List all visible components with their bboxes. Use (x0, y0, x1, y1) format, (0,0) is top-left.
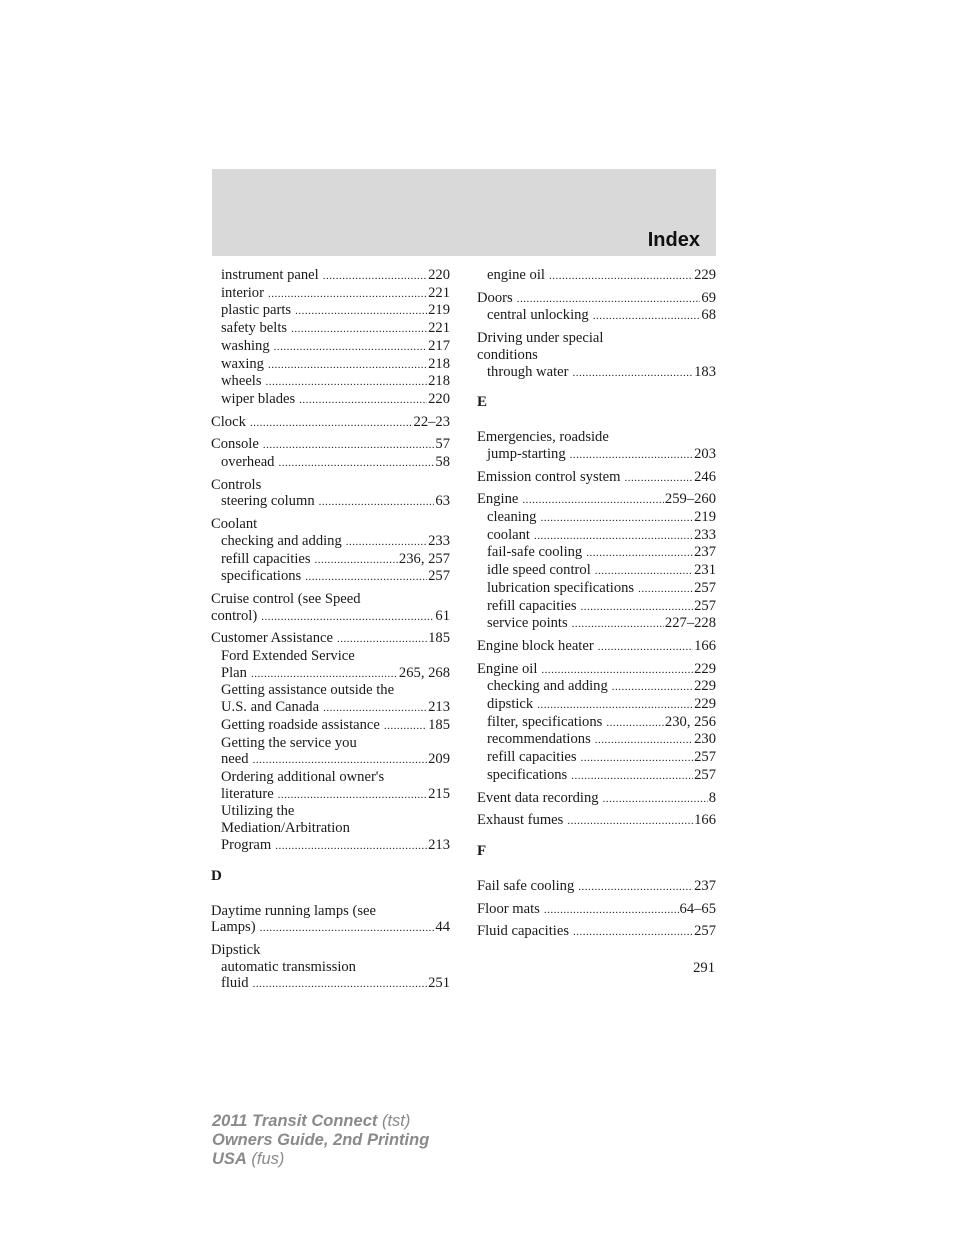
section-letter: D (211, 867, 222, 884)
index-entry (477, 267, 716, 285)
index-subentry (211, 338, 450, 356)
leader-dots (598, 639, 693, 656)
footer-line-3: USA (fus) (212, 1150, 285, 1168)
index-entry-line (211, 919, 450, 937)
index-entry (211, 414, 450, 432)
index-subentry (477, 696, 716, 714)
leader-dots (581, 599, 694, 616)
entry-page: 219 (428, 302, 450, 319)
index-entry (211, 591, 450, 625)
leader-dots (319, 494, 435, 511)
entry-text: lubrication specifications (487, 579, 635, 596)
leader-dots (268, 357, 427, 374)
entry-text: checking and adding (221, 532, 342, 549)
entry-page: 203 (694, 445, 716, 462)
leader-dots (638, 581, 693, 598)
leader-dots (593, 308, 701, 325)
footer (212, 1112, 429, 1169)
entry-page: 8 (708, 789, 716, 806)
index-subentry (211, 454, 450, 472)
entry-page: 233 (428, 532, 450, 549)
index-entry (211, 630, 450, 854)
entry-text: Doors (477, 289, 513, 306)
entry-text: refill capacities (221, 550, 311, 567)
leader-dots (346, 534, 427, 551)
index-entry-line (477, 790, 716, 808)
entry-text: wiper blades (221, 390, 296, 407)
entry-page: 166 (694, 637, 716, 654)
entry-text: checking and adding (487, 678, 608, 695)
index-subentry (211, 373, 450, 391)
entry-page: 218 (428, 355, 450, 372)
entry-text: Program (221, 836, 272, 853)
leader-dots (541, 662, 693, 679)
entry-page: 233 (694, 526, 716, 543)
index-subentry (211, 837, 450, 855)
index-subentry (211, 769, 450, 786)
entry-page: 220 (428, 267, 450, 283)
entry-text: service points (487, 615, 568, 632)
leader-dots (323, 268, 427, 285)
index-entry-line (477, 330, 716, 347)
leader-dots (534, 528, 693, 545)
index-subentry (477, 749, 716, 767)
entry-text: waxing (221, 355, 264, 372)
entry-page: 259–260 (664, 491, 716, 508)
entry-text: washing (221, 337, 270, 354)
entry-text: Exhaust fumes (477, 812, 564, 829)
index-entry-line (211, 477, 450, 494)
entry-page: 257 (428, 568, 450, 585)
index-entry (211, 903, 450, 937)
entry-text: recommendations (487, 731, 591, 748)
entry-page: 257 (694, 923, 716, 940)
index-entry-line (211, 591, 450, 608)
index-entry-line (211, 903, 450, 920)
entry-page: 69 (701, 289, 716, 306)
index-subentry (211, 648, 450, 665)
index-entry-line (477, 638, 716, 656)
index-entry (211, 436, 450, 471)
index-subentry (477, 307, 716, 325)
index-entry-line (211, 942, 450, 959)
index-entry (477, 812, 716, 830)
entry-page: 221 (428, 320, 450, 337)
index-entry-line (477, 661, 716, 679)
index-subentry (211, 320, 450, 338)
leader-dots (612, 679, 693, 696)
index-entry-line (477, 347, 716, 364)
index-subentry (477, 267, 716, 285)
entry-page: 209 (428, 751, 450, 768)
leader-dots (571, 768, 693, 785)
entry-page: 230, 256 (664, 713, 716, 730)
index-subentry (211, 267, 450, 285)
index-entry-line (211, 608, 450, 626)
index-subentry (211, 786, 450, 804)
leader-dots (572, 616, 664, 633)
leader-dots (537, 697, 693, 714)
index-subentry (477, 767, 716, 785)
index-entry (211, 477, 450, 511)
entry-text: fail-safe cooling (487, 544, 583, 561)
header-bar (212, 169, 716, 256)
leader-dots (595, 563, 693, 580)
entry-text: literature (221, 785, 274, 802)
index-entry (211, 267, 450, 409)
entry-page: 251 (428, 975, 450, 992)
entry-text: automatic transmission (221, 958, 356, 975)
entry-page: 213 (428, 699, 450, 716)
index-entry-line (477, 812, 716, 830)
index-subentry (477, 731, 716, 749)
entry-text: Fail safe cooling (477, 877, 575, 894)
entry-text: Cruise control (see Speed (211, 590, 361, 607)
entry-page: 63 (435, 493, 450, 510)
index-entry (477, 878, 716, 896)
leader-dots (278, 787, 427, 804)
entry-text: Mediation/Arbitration (221, 820, 350, 837)
entry-text: specifications (221, 568, 302, 585)
entry-text: through water (487, 363, 569, 380)
leader-dots (595, 732, 693, 749)
entry-text: cleaning (487, 509, 537, 526)
entry-text: safety belts (221, 320, 288, 337)
page-title: Index (647, 229, 700, 251)
index-subentry (211, 302, 450, 320)
leader-dots (278, 455, 434, 472)
entry-text: Event data recording (477, 789, 599, 806)
entry-page: 217 (428, 337, 450, 354)
leader-dots (578, 879, 693, 896)
index-entry-line (477, 923, 716, 941)
entry-page: 229 (694, 678, 716, 695)
entry-text: Emission control system (477, 468, 621, 485)
entry-text: interior (221, 284, 264, 301)
entry-page: 64–65 (679, 900, 716, 917)
entry-text: central unlocking (487, 307, 589, 324)
entry-text: Fluid capacities (477, 923, 569, 940)
entry-text: Coolant (211, 516, 258, 533)
index-column-left (211, 267, 450, 998)
entry-page: 221 (428, 284, 450, 301)
entry-text: dipstick (487, 696, 534, 713)
entry-page: 237 (694, 544, 716, 561)
index-entry (477, 429, 716, 463)
index-subentry (211, 699, 450, 717)
index-subentry (211, 551, 450, 569)
entry-page: 227–228 (664, 615, 716, 632)
index-subentry (211, 820, 450, 837)
index-subentry (211, 665, 450, 683)
entry-page: 257 (694, 597, 716, 614)
leader-dots (275, 838, 427, 855)
leader-dots (384, 718, 427, 735)
index-subentry (477, 544, 716, 562)
index-subentry (211, 751, 450, 769)
entry-text: specifications (487, 766, 568, 783)
entry-text: Engine block heater (477, 637, 594, 654)
index-subentry (477, 364, 716, 382)
index-subentry (477, 714, 716, 732)
index-subentry (211, 533, 450, 551)
leader-dots (295, 303, 427, 320)
leader-dots (540, 510, 693, 527)
index-entry (477, 330, 716, 381)
entry-text: need (221, 751, 249, 768)
entry-text: instrument panel (221, 267, 319, 283)
entry-page: 237 (694, 877, 716, 894)
entry-text: steering column (221, 493, 315, 510)
entry-page: 257 (694, 749, 716, 766)
entry-page: 236, 257 (398, 550, 450, 567)
entry-page: 229 (694, 660, 716, 677)
entry-page: 220 (428, 390, 450, 407)
index-entry-line (211, 630, 450, 648)
entry-text: Ford Extended Service (221, 648, 355, 665)
entry-text: Daytime running lamps (see (211, 902, 376, 919)
leader-dots (250, 415, 413, 432)
entry-page: 215 (428, 785, 450, 802)
entry-text: refill capacities (487, 749, 577, 766)
index-entry (477, 923, 716, 941)
leader-dots (315, 552, 398, 569)
index-subentry (211, 493, 450, 511)
index-subentry (477, 527, 716, 545)
entry-page: 57 (435, 436, 450, 453)
leader-dots (266, 374, 428, 391)
entry-text: Getting assistance outside the (221, 682, 395, 699)
entry-text: conditions (477, 346, 538, 363)
entry-text: refill capacities (487, 597, 577, 614)
entry-page: 229 (694, 267, 716, 283)
entry-page: 257 (694, 579, 716, 596)
entry-text: Customer Assistance (211, 630, 334, 647)
entry-text: Driving under special (477, 330, 604, 347)
leader-dots (606, 715, 664, 732)
entry-text: Lamps) (211, 919, 256, 936)
entry-text: plastic parts (221, 302, 292, 319)
entry-text: idle speed control (487, 562, 591, 579)
section-letter: E (477, 394, 488, 411)
entry-text: fluid (221, 975, 249, 992)
leader-dots (544, 902, 679, 919)
leader-dots (299, 392, 427, 409)
index-subentry (211, 803, 450, 820)
entry-text: Plan (221, 664, 247, 681)
index-entry-line (477, 290, 716, 308)
entry-text: Ordering additional owner's (221, 768, 385, 785)
index-subentry (211, 717, 450, 735)
footer-line-1: 2011 Transit Connect (tst) (212, 1112, 411, 1130)
entry-page: 183 (694, 363, 716, 380)
index-entry (211, 942, 450, 993)
entry-page: 61 (435, 607, 450, 624)
index-subentry (211, 568, 450, 586)
entry-text: filter, specifications (487, 713, 603, 730)
entry-text: Engine (477, 491, 519, 508)
entry-page: 22–23 (413, 413, 450, 430)
leader-dots (260, 920, 435, 937)
entry-text: U.S. and Canada (221, 699, 320, 716)
index-subentry (477, 615, 716, 633)
index-entry (477, 469, 716, 487)
index-subentry (211, 682, 450, 699)
entry-page: 185 (428, 716, 450, 733)
leader-dots (323, 700, 427, 717)
entry-page: 218 (428, 373, 450, 390)
index-entry (477, 290, 716, 325)
index-subentry (211, 959, 450, 976)
leader-dots (549, 268, 693, 285)
leader-dots (522, 492, 664, 509)
index-subentry (477, 598, 716, 616)
page-number: 291 (693, 960, 715, 976)
leader-dots (625, 470, 694, 487)
index-entry-line (477, 901, 716, 919)
leader-dots (251, 666, 398, 683)
entry-page: 229 (694, 696, 716, 713)
leader-dots (517, 291, 701, 308)
leader-dots (268, 286, 427, 303)
leader-dots (263, 437, 435, 454)
index-entry-line (211, 516, 450, 533)
index-entry-line (477, 429, 716, 446)
leader-dots (570, 447, 693, 464)
leader-dots (586, 545, 693, 562)
leader-dots (253, 752, 428, 769)
entry-page: 230 (694, 731, 716, 748)
entry-text: Console (211, 436, 259, 453)
entry-text: control) (211, 607, 258, 624)
entry-page: 246 (694, 468, 716, 485)
index-entry (477, 790, 716, 808)
leader-dots (581, 750, 694, 767)
index-entry-line (477, 469, 716, 487)
entry-text: Engine oil (477, 660, 538, 677)
entry-page: 219 (694, 509, 716, 526)
index-entry (477, 638, 716, 656)
index-subentry (211, 975, 450, 993)
leader-dots (572, 365, 693, 382)
entry-page: 166 (694, 812, 716, 829)
index-entry (477, 491, 716, 633)
section-letter: F (477, 842, 487, 859)
leader-dots (567, 813, 693, 830)
entry-text: Controls (211, 476, 262, 493)
entry-text: wheels (221, 373, 262, 390)
index-subentry (211, 285, 450, 303)
entry-page: 257 (694, 766, 716, 783)
index-subentry (211, 391, 450, 409)
leader-dots (573, 924, 693, 941)
entry-page: 231 (694, 562, 716, 579)
entry-page: 58 (435, 454, 450, 471)
entry-page: 213 (428, 836, 450, 853)
index-subentry (477, 562, 716, 580)
index-entry (477, 661, 716, 785)
entry-text: engine oil (487, 267, 545, 283)
leader-dots (603, 791, 708, 808)
leader-dots (253, 976, 428, 993)
entry-text: Utilizing the (221, 803, 295, 820)
entry-text: Getting the service you (221, 734, 357, 751)
entry-text: coolant (487, 526, 530, 543)
index-subentry (211, 356, 450, 374)
index-entry-line (211, 436, 450, 454)
entry-page: 265, 268 (398, 664, 450, 681)
index-entry-line (211, 414, 450, 432)
entry-text: overhead (221, 454, 275, 471)
leader-dots (291, 321, 427, 338)
index-entry-line (477, 491, 716, 509)
entry-page: 44 (435, 919, 450, 936)
index-subentry (477, 580, 716, 598)
entry-page: 68 (701, 307, 716, 324)
index-entry (477, 901, 716, 919)
index-subentry (477, 678, 716, 696)
entry-text: jump-starting (487, 445, 566, 462)
leader-dots (274, 339, 427, 356)
index-entry-line (477, 878, 716, 896)
index-subentry (477, 446, 716, 464)
leader-dots (337, 631, 427, 648)
entry-text: Clock (211, 413, 246, 430)
leader-dots (261, 609, 434, 626)
entry-text: Dipstick (211, 941, 261, 958)
entry-text: Floor mats (477, 900, 540, 917)
index-entry (211, 516, 450, 586)
entry-page: 185 (428, 630, 450, 647)
entry-text: Getting roadside assistance (221, 716, 380, 733)
leader-dots (305, 569, 427, 586)
footer-line-2: Owners Guide, 2nd Printing (212, 1131, 430, 1149)
index-column-right (477, 267, 716, 946)
entry-text: Emergencies, roadside (477, 429, 609, 446)
index-subentry (211, 735, 450, 752)
index-subentry (477, 509, 716, 527)
